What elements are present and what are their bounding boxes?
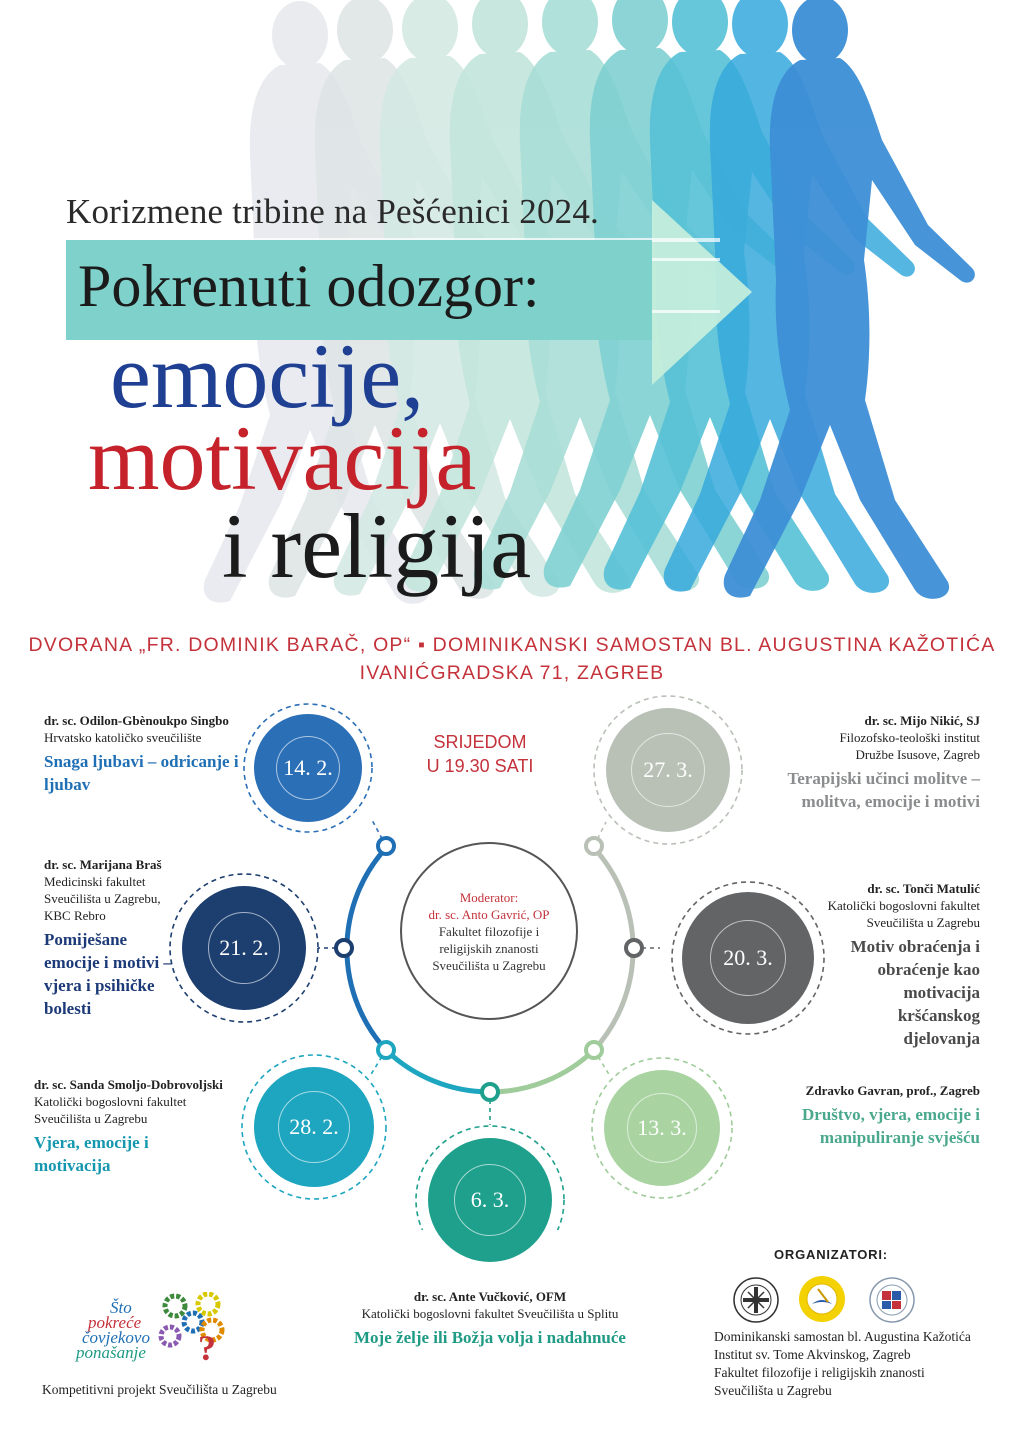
page-title: Pokrenuti odozgor: — [78, 253, 540, 319]
gear-icon — [161, 1327, 179, 1345]
organizer-item: Dominikanski samostan bl. Augustina Kažotića — [714, 1329, 971, 1344]
moderator-name: dr. sc. Anto Gavrić, OP — [428, 906, 550, 922]
project-gears-logo — [150, 1292, 230, 1362]
title-line-emocije: emocije, — [110, 325, 425, 427]
logo-text-line: čovjekovo — [82, 1328, 150, 1347]
gear-icon — [198, 1294, 218, 1314]
talk-topic: Vjera, emocije i motivacija — [34, 1133, 149, 1175]
talk-topic: Moje želje ili Božja volja i nadahnuće — [354, 1328, 626, 1347]
speaker-name: dr. sc. Sanda Smoljo-Dobrovoljski — [34, 1077, 223, 1092]
faculty-seal-icon — [870, 1278, 914, 1322]
date-circle-14-2 — [254, 714, 362, 822]
date-label: 28. 2. — [278, 1091, 350, 1163]
node-20-3 — [626, 940, 642, 956]
institute-sun-icon — [799, 1276, 845, 1322]
project-caption: Kompetitivni projekt Sveučilišta u Zagrebu — [42, 1382, 277, 1397]
speaker-name: Zdravko Gavran, prof., Zagreb — [805, 1083, 980, 1098]
moderator-affiliation: Fakultet filozofije i religijskih znanosti Sveučilišta u Zagrebu — [432, 923, 546, 973]
speaker-name: dr. sc. Tonči Matulić — [867, 881, 980, 896]
speaker-name: dr. sc. Mijo Nikić, SJ — [864, 713, 980, 728]
speaker-27-3 — [760, 712, 980, 813]
date-circle-28-2 — [254, 1067, 374, 1187]
date-label: 6. 3. — [454, 1164, 526, 1236]
node-28-2 — [378, 1042, 394, 1058]
talk-topic: Snaga ljubavi – odricanje i ljubav — [44, 752, 239, 794]
organizers-list — [714, 1328, 971, 1400]
date-label: 20. 3. — [710, 920, 786, 996]
title-line-religija: i religija — [222, 495, 532, 597]
date-circle-21-2 — [182, 886, 306, 1010]
talk-topic: Terapijski učinci molitve – molitva, emocije i motivi — [787, 769, 980, 811]
dominican-seal-icon — [734, 1278, 778, 1322]
talk-topic: Pomiješane emocije i motivi – vjera i psihičke bolesti — [44, 930, 172, 1018]
speaker-name: dr. sc. Marijana Braš — [44, 857, 162, 872]
speaker-affiliation: Medicinski fakultet Sveučilišta u Zagrebu, KBC Rebro — [44, 874, 161, 923]
speaker-name: dr. sc. Ante Vučković, OFM — [413, 1289, 567, 1304]
speaker-13-3 — [756, 1082, 980, 1149]
date-label: 21. 2. — [208, 912, 280, 984]
gear-icon — [165, 1296, 185, 1316]
title-line-motivacija: motivacija — [88, 407, 477, 509]
speaker-6-3 — [330, 1288, 650, 1349]
talk-topic: Motiv obraćenja i obraćenje kao motivacija kršćanskog djelovanja — [850, 937, 980, 1048]
logo-text-line: Što — [110, 1298, 132, 1317]
project-logo-text — [76, 1300, 150, 1360]
logo-text-line: pokreće — [88, 1313, 142, 1332]
node-6-3 — [482, 1084, 498, 1100]
node-21-2 — [336, 940, 352, 956]
speaker-affiliation: Filozofsko-teološki institut Družbe Isusove, Zagreb — [839, 730, 980, 762]
schedule-time — [420, 730, 540, 778]
date-label: 27. 3. — [631, 733, 705, 807]
schedule-hour: U 19.30 SATI — [426, 756, 534, 776]
date-circle-6-3 — [428, 1138, 552, 1262]
node-13-3 — [586, 1042, 602, 1058]
organizer-item: Fakultet filozofije i religijskih znanosti — [714, 1365, 925, 1380]
date-circle-27-3 — [606, 708, 730, 832]
speaker-name: dr. sc. Odilon-Gbènoukpo Singbo — [44, 713, 229, 728]
speaker-20-3 — [812, 880, 980, 1050]
question-mark-icon: ? — [198, 1328, 216, 1362]
wheel-arc-bottom-right — [490, 1050, 594, 1092]
organizer-item: Institut sv. Tome Akvinskog, Zagreb — [714, 1347, 911, 1362]
schedule-day: SRIJEDOM — [433, 732, 527, 752]
organizer-logos — [732, 1274, 932, 1324]
event-series-subtitle: Korizmene tribine na Pešćenici 2024. — [66, 192, 600, 231]
node-14-2 — [378, 838, 394, 854]
organizers-heading: ORGANIZATORI: — [774, 1247, 888, 1262]
moderator-label: Moderator: — [459, 889, 519, 905]
speaker-affiliation: Katolički bogoslovni fakultet Sveučilišta u Zagrebu — [34, 1094, 187, 1126]
organizer-item: Sveučilišta u Zagrebu — [714, 1383, 832, 1398]
date-circle-20-3 — [682, 892, 814, 1024]
speaker-affiliation: Katolički bogoslovni fakultet Sveučilišta u Zagrebu — [827, 898, 980, 930]
date-label: 14. 2. — [276, 736, 340, 800]
date-label: 13. 3. — [627, 1093, 697, 1163]
moderator-circle — [400, 842, 578, 1020]
speaker-affiliation: Katolički bogoslovni fakultet Sveučilišta u Splitu — [361, 1306, 619, 1321]
speaker-21-2 — [44, 856, 174, 1020]
logo-text-line: ponašanje — [76, 1343, 146, 1362]
speaker-28-2 — [34, 1076, 244, 1177]
speaker-14-2 — [44, 712, 254, 796]
node-27-3 — [586, 838, 602, 854]
talk-topic: Društvo, vjera, emocije i manipuliranje svješću — [802, 1105, 980, 1147]
speaker-affiliation: Hrvatsko katoličko sveučilište — [44, 730, 202, 745]
date-circle-13-3 — [604, 1070, 720, 1186]
venue-line-2: IVANIĆGRADSKA 71, ZAGREB — [359, 662, 665, 684]
venue-line-1: DVORANA „FR. DOMINIK BARAČ, OP“ ▪ DOMINIKANSKI SAMOSTAN BL. AUGUSTINA KAŽOTIĆA — [28, 634, 996, 656]
wheel-arc-bottom-left — [386, 1050, 490, 1092]
